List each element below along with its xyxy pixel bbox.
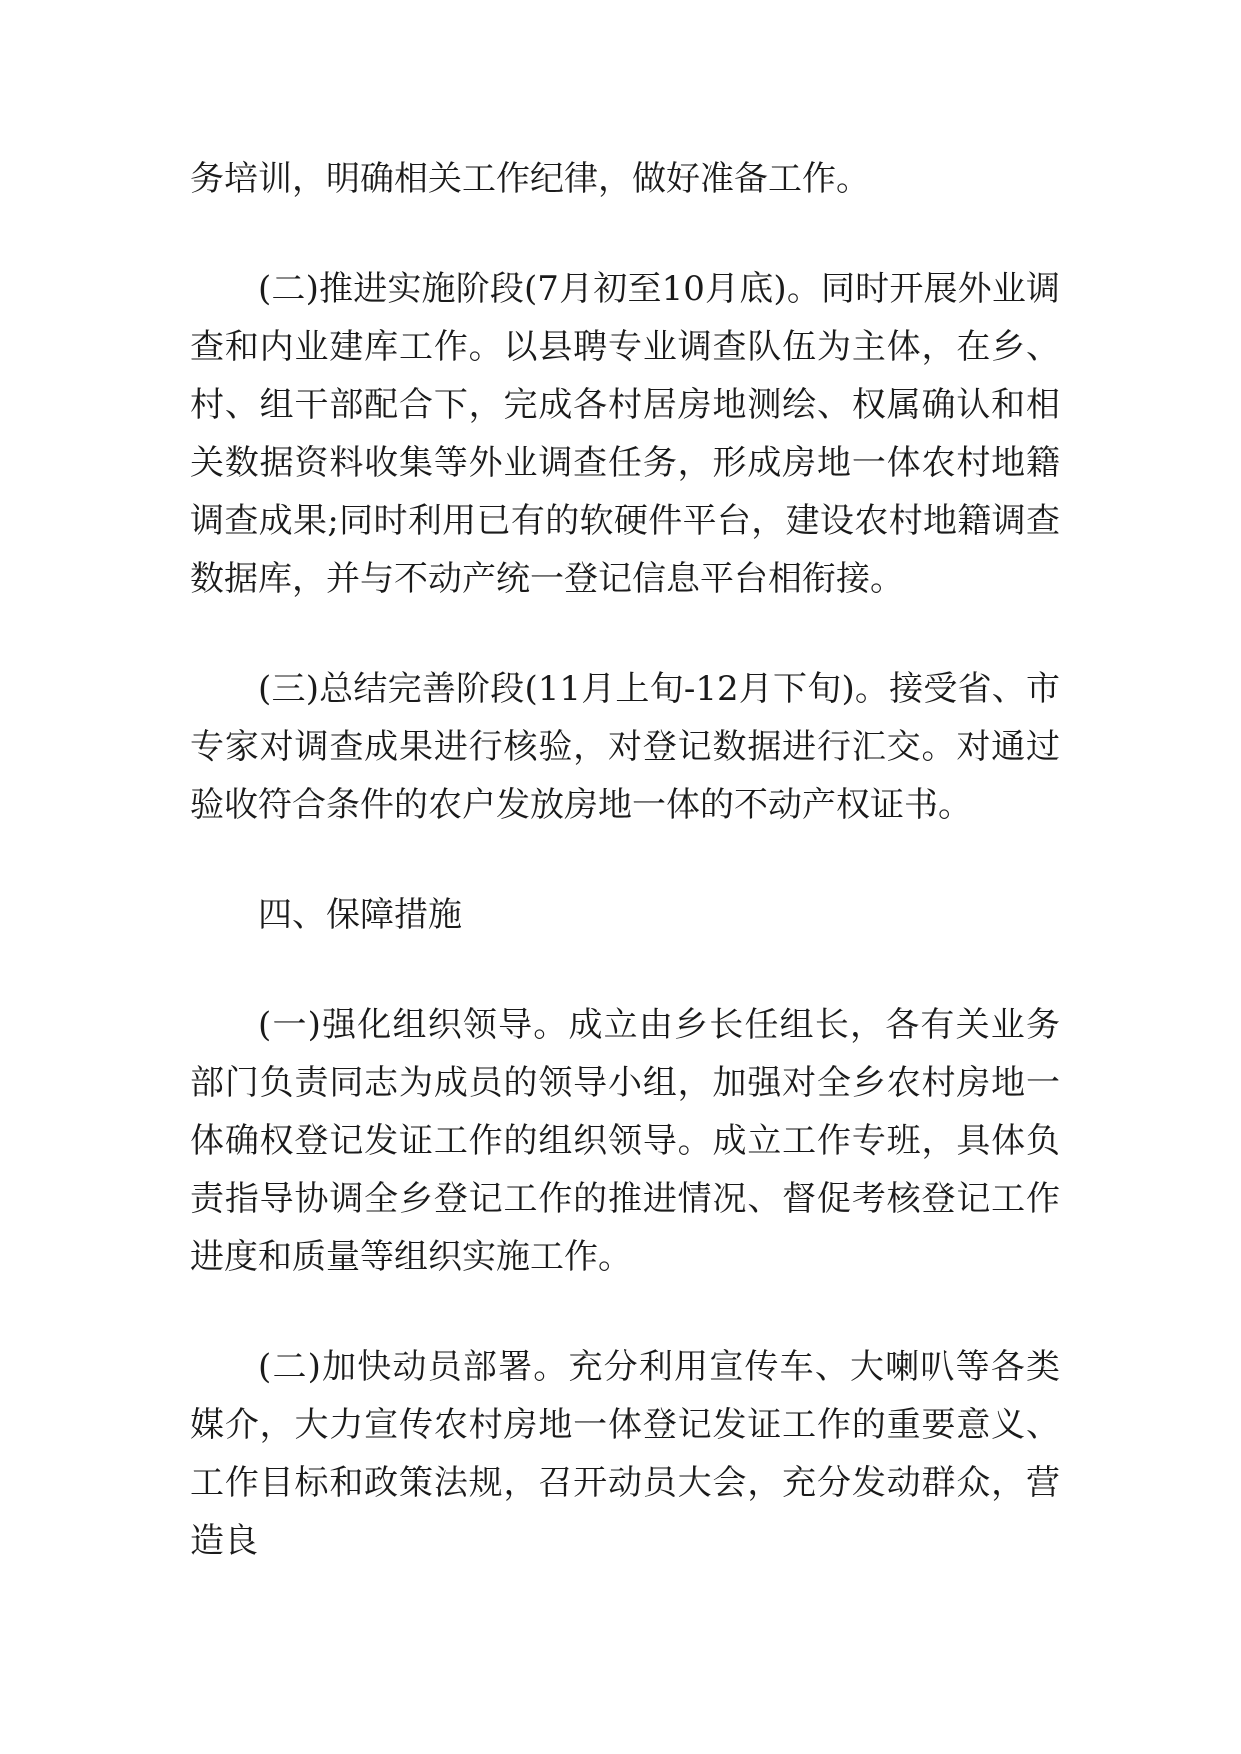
- document-body: [190, 150, 1060, 1622]
- paragraph-leadership: (一)强化组织领导。成立由乡长任组长，各有关业务部门负责同志为成员的领导小组，加强对全乡农村房地一体确权登记发证工作的组织领导。成立工作专班，具体负责指导协调全乡登记工作的推进情况、督促考核登记工作进度和质量等组织实施工作。: [190, 1005, 1060, 1277]
- paragraph-phase-two: (二)推进实施阶段(7月初至10月底)。同时开展外业调查和内业建库工作。以县聘专业调查队伍为主体，在乡、村、组干部配合下，完成各村居房地测绘、权属确认和相关数据资料收集等外业调查任务，形成房地一体农村地籍调查成果;同时利用已有的软硬件平台，建设农村地籍调查数据库，并与不动产统一登记信息平台相衔接。: [190, 269, 1060, 599]
- paragraph-continuation: 务培训，明确相关工作纪律，做好准备工作。: [190, 159, 870, 199]
- section-heading-safeguards: 四、保障措施: [258, 895, 462, 935]
- paragraph-mobilization: (二)加快动员部署。充分利用宣传车、大喇叭等各类媒介，大力宣传农村房地一体登记发证工作的重要意义、工作目标和政策法规，召开动员大会，充分发动群众，营造良: [190, 1347, 1060, 1561]
- paragraph-phase-three: (三)总结完善阶段(11月上旬-12月下旬)。接受省、市专家对调查成果进行核验，对登记数据进行汇交。对通过验收符合条件的农户发放房地一体的不动产权证书。: [190, 669, 1060, 825]
